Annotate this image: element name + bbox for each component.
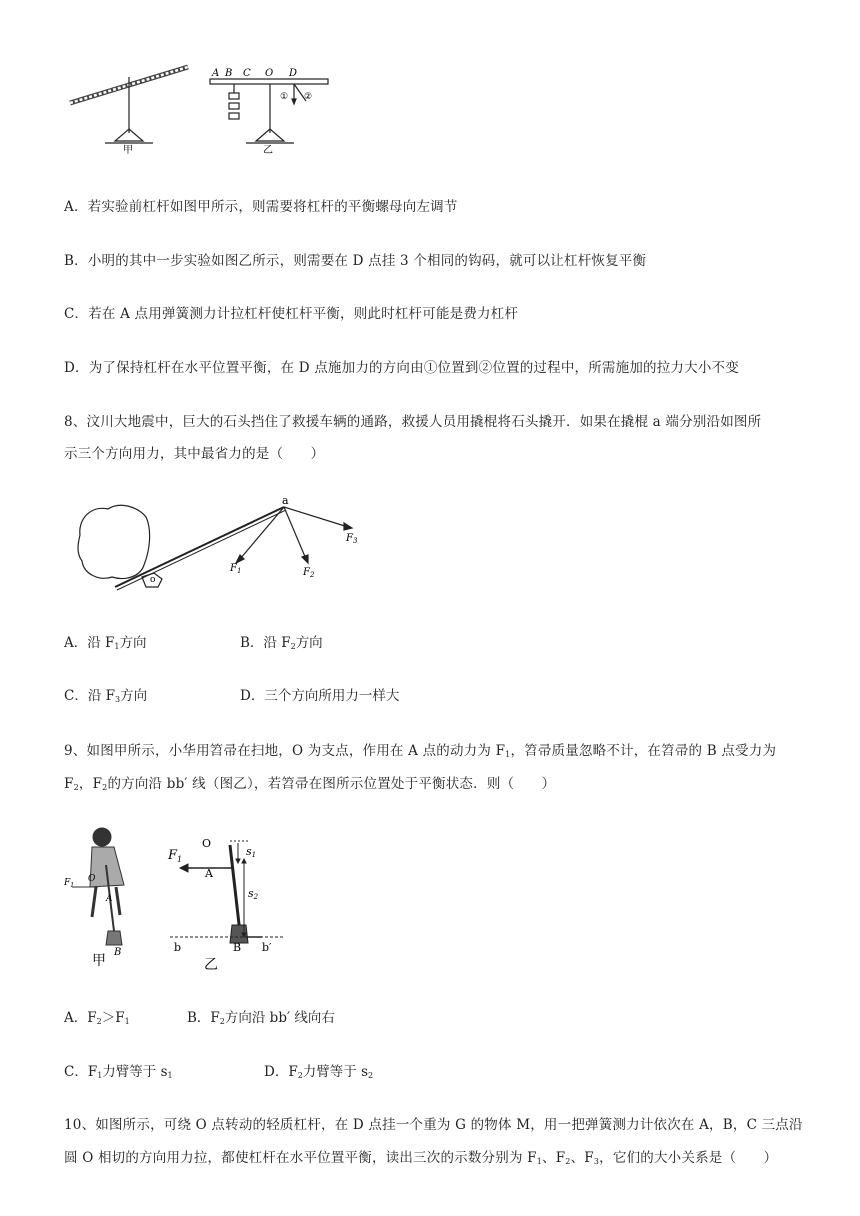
lever-yi xyxy=(210,79,328,143)
q9-yi-s2-label: s2 xyxy=(248,887,259,901)
point-a-label: a xyxy=(282,495,289,507)
label-f3: $F_3$ xyxy=(346,533,358,545)
broom-figure xyxy=(62,825,292,975)
q9-yi-a-label: A xyxy=(205,867,213,880)
q10-stem-line1: 10、如图所示，可绕 O 点转动的轻质杠杆，在 D 点挂一个重为 G 的物体 M，用一把弹簧测力计依次在 A，B，C 三点沿 xyxy=(64,1117,803,1133)
q9-yi-label: 乙 xyxy=(204,957,218,973)
q9-yi-b-left: b xyxy=(174,941,182,954)
point-B-top: B xyxy=(225,68,233,79)
q8-stem-line2: 示三个方向用力，其中最省力的是（ ） xyxy=(64,446,325,462)
q9-stem-line1: 9、如图甲所示，小华用笤帚在扫地，O 为支点，作用在 A 点的动力为 $F_1$，笤帚质量忽略不计，在笤帚的 B 点受力为 xyxy=(64,743,777,759)
label-f1: $F_1$ xyxy=(230,563,242,575)
q9-yi-f1-label: $F_1$ xyxy=(168,848,183,864)
point-D-top: D xyxy=(289,68,298,79)
q7-option-c[interactable]: C．若在 A 点用弹簧测力计拉杠杆使杠杆平衡，则此时杠杆可能是费力杠杆 xyxy=(64,306,519,322)
q8-option-d[interactable]: D．三个方向所用力一样大 xyxy=(240,688,400,704)
q7-option-d[interactable]: D．为了保持杠杆在水平位置平衡，在 D 点施加力的方向由①位置到②位置的过程中，所需施加的拉力大小不变 xyxy=(64,360,739,376)
lever-jia xyxy=(70,67,188,143)
point-O-top: O xyxy=(265,68,274,79)
label-jia: 甲 xyxy=(123,145,133,155)
q9-option-d[interactable]: D．$F_2$力臂等于 $s_2$ xyxy=(264,1064,374,1080)
q9-option-a[interactable]: A．$F_2>F_1$ xyxy=(64,1010,130,1026)
q9-option-b[interactable]: B．$F_2$方向沿 bb′ 线向右 xyxy=(187,1010,335,1026)
q9-jia-a-label: A xyxy=(106,894,113,904)
q9-jia-label: 甲 xyxy=(92,953,106,969)
q7-option-b[interactable]: B．小明的其中一步实验如图乙所示，则需要在 D 点挂 3 个相同的钩码，就可以让杠杆恢复平衡 xyxy=(64,253,647,269)
q9-yi-b-right: b′ xyxy=(262,941,272,954)
q8-option-c[interactable]: C．沿 $F_3$方向 xyxy=(64,688,148,704)
q7-option-a[interactable]: A．若实验前杠杆如图甲所示，则需要将杠杆的平衡螺母向左调节 xyxy=(64,199,458,215)
figure-yi xyxy=(170,841,284,943)
q9-jia-b-label: B xyxy=(114,947,122,958)
point-A-top: A xyxy=(212,68,220,79)
q8-option-b[interactable]: B．沿 $F_2$方向 xyxy=(240,635,323,651)
arrow-f2 xyxy=(284,507,306,559)
arrow-f1 xyxy=(240,507,284,559)
q8-option-a[interactable]: A．沿 $F_1$方向 xyxy=(64,635,147,651)
circle-2-label: ② xyxy=(304,92,313,102)
crowbar-figure xyxy=(70,495,380,595)
crowbar xyxy=(115,507,284,587)
q10-stem-line2: 圆 O 相切的方向用力拉，都使杠杆在水平位置平衡，读出三次的示数分别为 $F_1$、$F_2$、$F_3$，它们的大小关系是（ ） xyxy=(64,1150,778,1166)
q9-yi-b-point: B xyxy=(233,941,242,954)
figure-jia xyxy=(72,828,124,945)
q9-yi-o-label: O xyxy=(202,837,212,850)
q9-yi-s1-label: s1 xyxy=(246,845,257,859)
point-o-label: o xyxy=(150,575,156,585)
point-C-top: C xyxy=(243,68,251,79)
q9-jia-f1-label: $F_1$ xyxy=(64,878,75,889)
rock-shape xyxy=(78,505,150,578)
q9-option-c[interactable]: C．$F_1$力臂等于 $s_1$ xyxy=(64,1064,173,1080)
circle-1-label: ① xyxy=(280,92,289,102)
q9-stem-line2: $F_2$，$F_2$的方向沿 bb′ 线（图乙），若笤帚在图所示位置处于平衡状态．则（ ） xyxy=(64,776,556,792)
lever-figure-top xyxy=(60,55,360,155)
label-yi: 乙 xyxy=(263,145,273,155)
label-f2: $F_2$ xyxy=(303,567,315,579)
q9-jia-o-label: O xyxy=(88,874,96,884)
arrow-f3 xyxy=(284,507,348,527)
q8-stem-line1: 8、汶川大地震中，巨大的石头挡住了救援车辆的通路，救援人员用撬棍将石头撬开．如果在撬棍 a 端分别沿如图所 xyxy=(64,414,762,430)
